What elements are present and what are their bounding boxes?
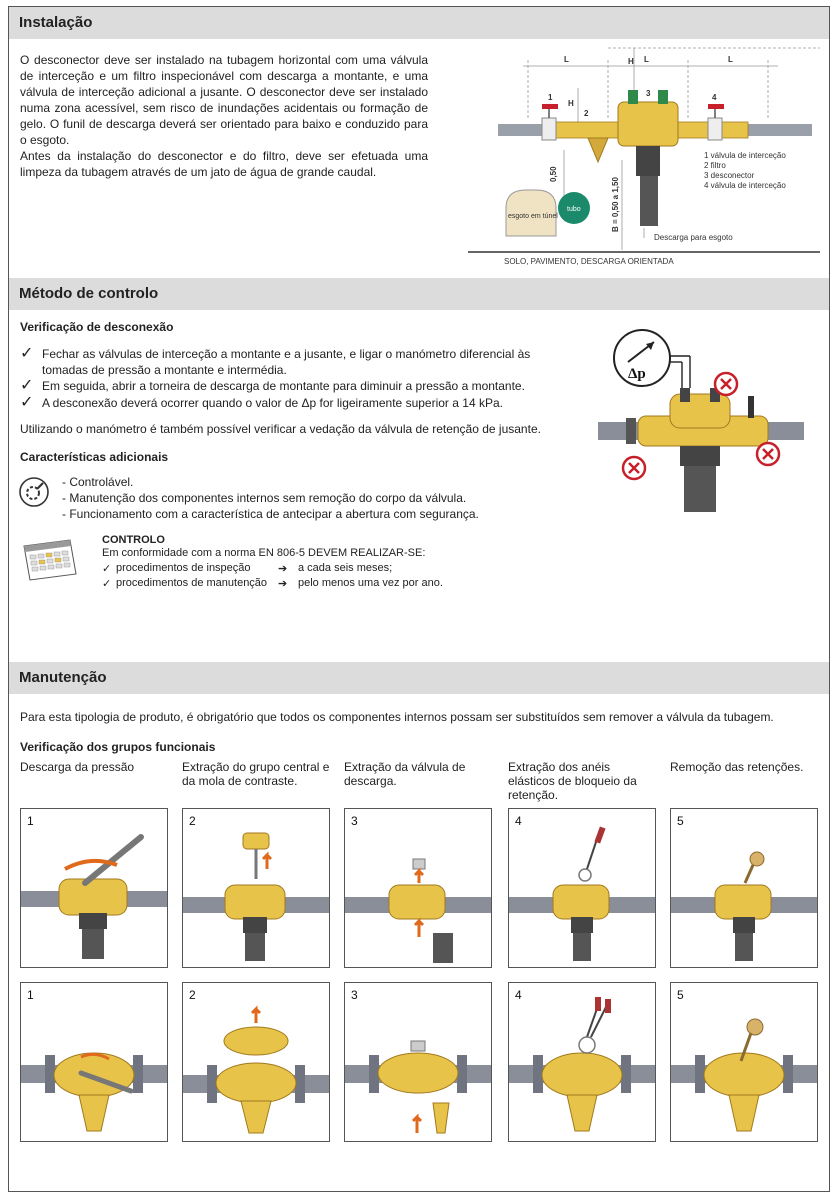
controlo-label-maintenance: procedimentos de manutenção <box>116 577 268 589</box>
check-text-3: A desconexão deverá ocorrer quando o valor de Δp for ligeiramente superior a 14 kPa. <box>42 396 503 410</box>
step-number: 2 <box>189 814 196 828</box>
flanged-check-valve-removal-illustration <box>671 983 817 1141</box>
dim-l-3: L <box>728 55 733 64</box>
tunnel-label: esgoto em túnel <box>508 213 558 220</box>
legend-2: 2 filtro <box>704 161 726 170</box>
feature-item-3: - Funcionamento com a característica de antecipar a abertura com segurança. <box>62 507 479 521</box>
control-illustration <box>598 328 804 524</box>
step-caption-1: Descarga da pressão <box>20 760 135 774</box>
features-list <box>62 474 542 522</box>
installation-paragraph-2: Antes da instalação do desconector e do filtro, deve ser efetuada uma limpeza da tubagem através de um jato de água de grande caudal. <box>20 149 428 179</box>
step-number: 5 <box>677 814 684 828</box>
section-header-control <box>9 278 829 310</box>
tube-label: tubo <box>567 206 581 213</box>
dim-l-1: L <box>564 55 569 64</box>
dim-h-1: H <box>628 57 634 66</box>
check-text-2: Em seguida, abrir a torneira de descarga de montante para diminuir a pressão a montante. <box>42 379 525 393</box>
closed-valve-icon <box>623 457 645 479</box>
functional-groups-title: Verificação dos grupos funcionais <box>20 740 216 754</box>
installation-diagram <box>468 40 820 270</box>
tick-icon: ✓ <box>102 578 112 590</box>
section-header-installation <box>9 7 829 39</box>
step-number: 4 <box>515 814 522 828</box>
calendar-icon <box>18 536 82 582</box>
step-panel-1-bottom <box>20 982 168 1142</box>
controlo-row-inspection <box>102 562 482 576</box>
num-1: 1 <box>548 93 553 102</box>
feature-item-2: - Manutenção dos componentes internos sem remoção do corpo da válvula. <box>62 491 467 505</box>
num-3: 3 <box>646 89 651 98</box>
step-panel-1-top <box>20 808 168 968</box>
flanged-valve-wrench-illustration <box>21 983 167 1141</box>
step-caption-3: Extração da válvula de descarga. <box>344 760 466 788</box>
flanged-snap-ring-illustration <box>509 983 655 1141</box>
step-caption-2: Extração do grupo central e da mola de contraste. <box>182 760 330 788</box>
drain-label: Descarga para esgoto <box>654 233 733 242</box>
num-2: 2 <box>584 109 589 118</box>
check-item-1 <box>20 346 560 378</box>
controlo-row-maintenance <box>102 577 482 591</box>
controlo-label-inspection: procedimentos de inspeção <box>116 562 251 574</box>
legend-1: 1 válvula de interceção <box>704 151 786 160</box>
check-icon: ✓ <box>20 394 34 411</box>
check-item-3 <box>20 395 560 411</box>
tick-icon: ✓ <box>102 563 112 575</box>
arrow-right-icon: ➔ <box>278 563 288 575</box>
step-panel-4-bottom <box>508 982 656 1142</box>
step-panel-3-bottom <box>344 982 492 1142</box>
snap-ring-illustration <box>509 809 655 967</box>
installation-paragraph-1: O desconector deve ser instalado na tubagem horizontal com uma válvula de interceção e um filtro inspecionável com descarga a montante, e uma válvula de interceção adicional a jusante. O desconector deve ser instalado numa zona acessível, sem risco de inundações acidentais ou formação de gelo. O funil de descarga deverá ser orientado para baixo e conduzido para o esgoto. <box>20 53 428 147</box>
check-icon: ✓ <box>20 345 34 362</box>
check-valve-removal-illustration <box>671 809 817 967</box>
step-panel-4-top <box>508 808 656 968</box>
closed-valve-icon <box>715 373 737 395</box>
dim-b: B = 0,50 a 1,50 <box>611 177 620 232</box>
floor-label: SOLO, PAVIMENTO, DESCARGA ORIENTADA <box>504 257 674 266</box>
section-title-installation: Instalação <box>19 14 93 31</box>
dim-l-2: L <box>644 55 649 64</box>
valve-wrench-illustration <box>21 809 167 967</box>
check-icon: ✓ <box>20 377 34 394</box>
step-caption-4: Extração dos anéis elásticos de bloqueio da retenção. <box>508 760 637 802</box>
dim-h-2: H <box>568 99 574 108</box>
flanged-central-group-illustration <box>183 983 329 1141</box>
check-item-2 <box>20 378 560 394</box>
step-panel-3-top <box>344 808 492 968</box>
section-title-control: Método de controlo <box>19 285 159 302</box>
section-title-maintenance: Manutenção <box>19 669 107 686</box>
disconnection-check-title: Verificação de desconexão <box>20 320 174 334</box>
arrow-right-icon: ➔ <box>278 578 288 590</box>
step-number: 2 <box>189 988 196 1002</box>
step-panel-2-top <box>182 808 330 968</box>
feature-item-1: - Controlável. <box>62 475 134 489</box>
num-4: 4 <box>712 93 717 102</box>
flanged-drain-valve-illustration <box>345 983 491 1141</box>
step-panel-2-bottom <box>182 982 330 1142</box>
step-number: 3 <box>351 814 358 828</box>
installation-text <box>20 52 428 180</box>
controlo-value-inspection: a cada seis meses; <box>298 562 393 574</box>
section-header-maintenance <box>9 662 829 694</box>
features-title: Características adicionais <box>20 450 169 464</box>
maintenance-intro: Para esta tipologia de produto, é obrigatório que todos os componentes internos possam ser substituídos sem remover a válvula da tubagem. <box>20 710 774 724</box>
central-group-illustration <box>183 809 329 967</box>
drain-valve-illustration <box>345 809 491 967</box>
step-number: 5 <box>677 988 684 1002</box>
legend-3: 3 desconector <box>704 171 755 180</box>
step-number: 1 <box>27 814 34 828</box>
check-text-1: Fechar as válvulas de interceção a montante e a jusante, e ligar o manómetro diferencial às tomadas de pressão a montante e intermédia. <box>42 347 531 377</box>
controlo-title: CONTROLO <box>102 534 165 546</box>
step-number: 1 <box>27 988 34 1002</box>
closed-valve-icon <box>757 443 779 465</box>
controlo-text: Em conformidade com a norma EN 806-5 DEVEM REALIZAR-SE: <box>102 547 426 559</box>
step-number: 3 <box>351 988 358 1002</box>
step-panel-5-bottom <box>670 982 818 1142</box>
legend-4: 4 válvula de interceção <box>704 181 786 190</box>
step-panel-5-top <box>670 808 818 968</box>
controlo-value-maintenance: pelo menos uma vez por ano. <box>298 577 443 589</box>
step-caption-5: Remoção das retenções. <box>670 760 804 774</box>
step-number: 4 <box>515 988 522 1002</box>
dim-050: 0,50 <box>549 166 558 182</box>
gear-tool-icon <box>18 476 50 508</box>
gauge-note: Utilizando o manómetro é também possível verificar a vedação da válvula de retenção de jusante. <box>20 422 541 436</box>
delta-p-label: Δp <box>628 366 646 382</box>
